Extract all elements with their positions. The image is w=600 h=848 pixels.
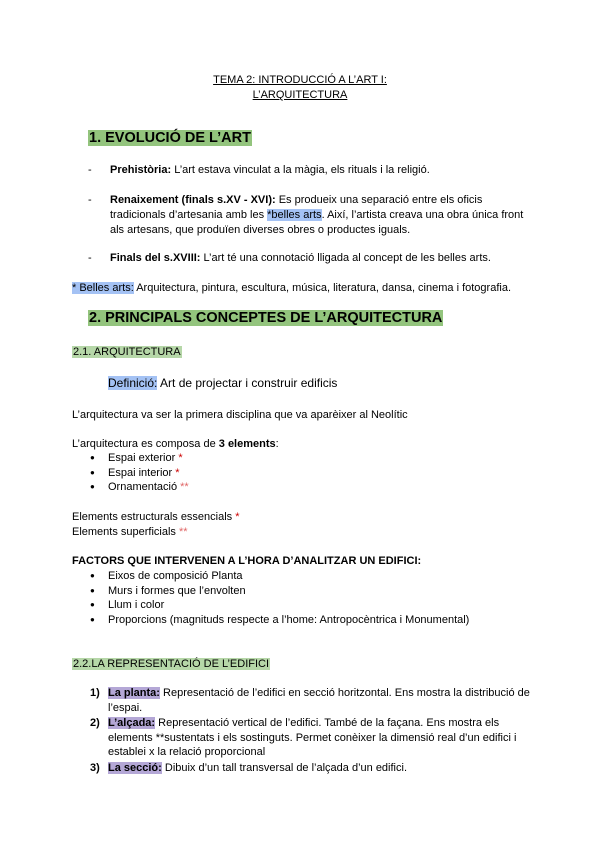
superficial-elements	[72, 525, 188, 540]
definition	[108, 376, 337, 391]
item-text-cont: . Així, l’artista creava una obra única front als artesans, que produïen diverses obres o productes iguals.	[110, 209, 524, 236]
item-text: L’art estava vinculat a la màgia, els rituals i la religió.	[171, 164, 430, 176]
section1-heading	[88, 129, 252, 148]
structural-mark: *	[235, 511, 240, 523]
dash-marker: -	[88, 164, 92, 176]
dash-marker: -	[88, 252, 92, 264]
section1-heading-text: 1. EVOLUCIÓ DE L’ART	[89, 130, 251, 146]
dash-marker: -	[88, 194, 92, 206]
item-number: 1)	[90, 687, 100, 699]
item-number: 2)	[90, 717, 100, 729]
item-term: L’alçada:	[108, 717, 156, 729]
superficial-label: Elements superficials	[72, 526, 179, 538]
item-number: 3)	[90, 762, 100, 774]
list-item: ● Proporcions (magnituds respecte a l’home: Antropocèntrica i Monumental)	[90, 613, 469, 628]
footnote-label: * Belles arts:	[72, 282, 134, 294]
footnote-text: Arquitectura, pintura, escultura, música, literatura, dansa, cinema i fotografia.	[133, 282, 511, 294]
list-item: ● Eixos de composició Planta	[90, 569, 469, 584]
item-term: La planta:	[108, 687, 160, 699]
paragraph-text: L’arquitectura es composa de	[72, 438, 219, 450]
list-item	[90, 466, 189, 481]
item-text: L’art té una connotació lligada al concept de les belles arts.	[200, 252, 491, 264]
document-title-line2: L’ARQUITECTURA	[252, 89, 348, 101]
factors-heading: FACTORS QUE INTERVENEN A L’HORA D’ANALITZAR UN EDIFICI:	[72, 555, 422, 567]
element-mark: **	[180, 481, 189, 493]
list-item: ● Llum i color	[90, 598, 469, 613]
element-label: Ornamentació	[108, 481, 181, 493]
item-text: Representació vertical de l’edifici. També de la façana. Ens mostra els elements **sustentats i els sostinguts. Permet conèixer la dimensió real d’un edifici i establei x la relació proporcional	[108, 717, 517, 758]
item-text: Representació de l’edifici en secció horitzontal. Ens mostra la distribució de l’espai.	[108, 687, 530, 714]
subsection-2-1-heading	[72, 345, 182, 360]
item-text: Dibuix d’un tall transversal de l’alçada d’un edifici.	[161, 762, 407, 774]
definition-text: Art de projectar i construir edificis	[157, 376, 338, 390]
section2-heading-text: 2. PRINCIPALS CONCEPTES DE L’ARQUITECTURA	[89, 310, 443, 326]
paragraph-bold: 3 elements	[218, 438, 276, 450]
item-term: Finals del s.XVIII:	[110, 252, 201, 264]
item-term: La secció:	[108, 762, 162, 774]
element-mark: *	[178, 452, 183, 464]
element-label: Espai exterior	[108, 452, 179, 464]
list-item: ● Murs i formes que l’envolten	[90, 584, 469, 599]
item-term: Renaixement (finals s.XV - XVI):	[110, 194, 276, 206]
element-mark: *	[175, 466, 180, 479]
structural-label: Elements estructurals essencials	[72, 511, 236, 523]
belles-arts-highlight: *belles arts	[267, 209, 322, 221]
subsection-2-2-heading-text: 2.2.LA REPRESENTACIÓ DE L’EDIFICI	[73, 658, 270, 670]
element-label: Espai interior	[108, 466, 176, 479]
section2-heading	[88, 309, 443, 328]
paragraph-neolitic: L’arquitectura va ser la primera disciplina que va aparèixer al Neolític	[72, 409, 408, 421]
structural-elements	[72, 510, 240, 525]
factors-list	[90, 569, 469, 627]
subsection-2-2-heading	[72, 657, 270, 672]
document-title-line1: TEMA 2: INTRODUCCIÓ A L’ART I:	[213, 74, 387, 86]
paragraph-colon: :	[275, 438, 279, 450]
elements-list	[90, 451, 189, 495]
definition-label: Definició:	[108, 376, 158, 390]
superficial-mark: **	[179, 526, 188, 538]
item-term: Prehistòria:	[110, 164, 172, 176]
list-item	[90, 451, 189, 466]
subsection-2-1-heading-text: 2.1. ARQUITECTURA	[73, 346, 181, 358]
footnote	[72, 281, 511, 296]
paragraph-elements	[72, 437, 279, 452]
item-text: Es produeix una separació entre els oficis tradicionals d’artesania amb les	[110, 194, 483, 221]
list-item	[90, 480, 189, 495]
